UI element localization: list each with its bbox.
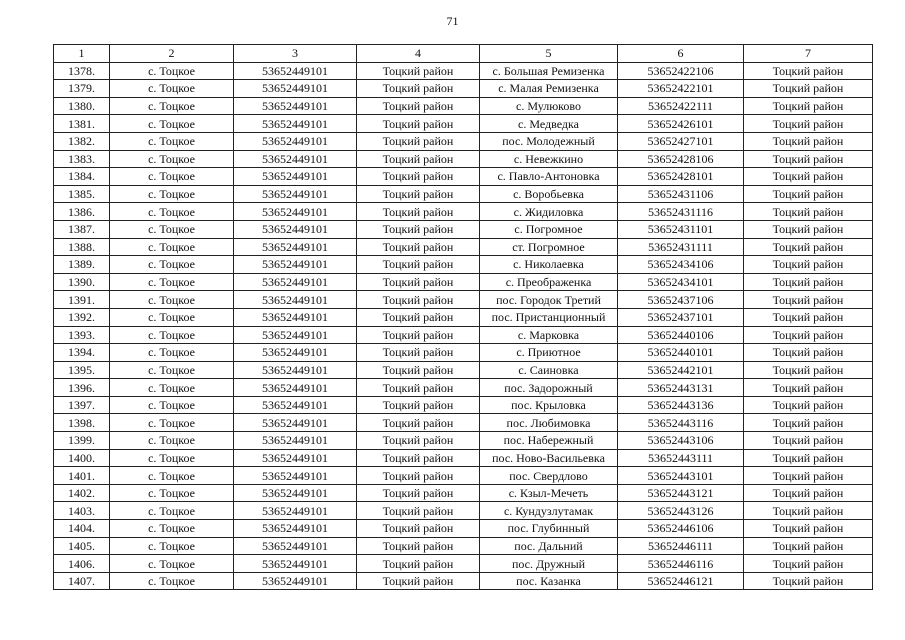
- origin-settlement-cell: с. Тоцкое: [110, 256, 234, 274]
- origin-oktmo-code-cell: 53652449101: [234, 115, 357, 133]
- destination-settlement-cell: с. Погромное: [480, 220, 618, 238]
- destination-oktmo-code-cell: 53652446106: [618, 520, 744, 538]
- row-number-cell: 1391.: [54, 291, 110, 309]
- destination-settlement-cell: с. Кундузлутамак: [480, 502, 618, 520]
- destination-oktmo-code-cell: 53652431101: [618, 220, 744, 238]
- destination-district-cell: Тоцкий район: [744, 256, 873, 274]
- table-row: [54, 203, 873, 221]
- row-number-cell: 1382.: [54, 132, 110, 150]
- origin-oktmo-code-cell: 53652449101: [234, 537, 357, 555]
- destination-settlement-cell: пос. Молодежный: [480, 132, 618, 150]
- destination-settlement-cell: пос. Любимовка: [480, 414, 618, 432]
- table-row: [54, 168, 873, 186]
- origin-settlement-cell: с. Тоцкое: [110, 185, 234, 203]
- header-row: [54, 45, 873, 63]
- destination-settlement-cell: с. Малая Ремизенка: [480, 80, 618, 98]
- origin-oktmo-code-cell: 53652449101: [234, 150, 357, 168]
- row-number-cell: 1397.: [54, 396, 110, 414]
- origin-oktmo-code-cell: 53652449101: [234, 80, 357, 98]
- table-row: [54, 467, 873, 485]
- origin-oktmo-code-cell: 53652449101: [234, 62, 357, 80]
- origin-district-cell: Тоцкий район: [357, 238, 480, 256]
- origin-district-cell: Тоцкий район: [357, 361, 480, 379]
- origin-district-cell: Тоцкий район: [357, 115, 480, 133]
- origin-district-cell: Тоцкий район: [357, 379, 480, 397]
- destination-oktmo-code-cell: 53652431111: [618, 238, 744, 256]
- destination-settlement-cell: пос. Задорожный: [480, 379, 618, 397]
- destination-district-cell: Тоцкий район: [744, 97, 873, 115]
- origin-district-cell: Тоцкий район: [357, 273, 480, 291]
- destination-oktmo-code-cell: 53652443106: [618, 432, 744, 450]
- column-header: 5: [480, 45, 618, 63]
- origin-oktmo-code-cell: 53652449101: [234, 203, 357, 221]
- origin-settlement-cell: с. Тоцкое: [110, 97, 234, 115]
- destination-district-cell: Тоцкий район: [744, 449, 873, 467]
- row-number-cell: 1403.: [54, 502, 110, 520]
- origin-oktmo-code-cell: 53652449101: [234, 97, 357, 115]
- row-number-cell: 1395.: [54, 361, 110, 379]
- destination-settlement-cell: с. Саиновка: [480, 361, 618, 379]
- origin-settlement-cell: с. Тоцкое: [110, 502, 234, 520]
- table-row: [54, 449, 873, 467]
- destination-settlement-cell: с. Марковка: [480, 326, 618, 344]
- row-number-cell: 1380.: [54, 97, 110, 115]
- origin-district-cell: Тоцкий район: [357, 185, 480, 203]
- origin-district-cell: Тоцкий район: [357, 432, 480, 450]
- column-header: 4: [357, 45, 480, 63]
- destination-settlement-cell: пос. Казанка: [480, 572, 618, 590]
- table-row: [54, 115, 873, 133]
- origin-settlement-cell: с. Тоцкое: [110, 414, 234, 432]
- origin-settlement-cell: с. Тоцкое: [110, 203, 234, 221]
- destination-oktmo-code-cell: 53652427101: [618, 132, 744, 150]
- table-row: [54, 132, 873, 150]
- destination-district-cell: Тоцкий район: [744, 220, 873, 238]
- destination-settlement-cell: с. Приютное: [480, 344, 618, 362]
- origin-settlement-cell: с. Тоцкое: [110, 115, 234, 133]
- origin-settlement-cell: с. Тоцкое: [110, 379, 234, 397]
- column-header: 3: [234, 45, 357, 63]
- destination-district-cell: Тоцкий район: [744, 502, 873, 520]
- table-row: [54, 344, 873, 362]
- destination-district-cell: Тоцкий район: [744, 80, 873, 98]
- origin-oktmo-code-cell: 53652449101: [234, 432, 357, 450]
- origin-district-cell: Тоцкий район: [357, 291, 480, 309]
- row-number-cell: 1379.: [54, 80, 110, 98]
- table-row: [54, 150, 873, 168]
- destination-settlement-cell: пос. Набережный: [480, 432, 618, 450]
- origin-district-cell: Тоцкий район: [357, 203, 480, 221]
- origin-oktmo-code-cell: 53652449101: [234, 308, 357, 326]
- destination-oktmo-code-cell: 53652446111: [618, 537, 744, 555]
- destination-district-cell: Тоцкий район: [744, 396, 873, 414]
- origin-oktmo-code-cell: 53652449101: [234, 396, 357, 414]
- destination-oktmo-code-cell: 53652428106: [618, 150, 744, 168]
- destination-settlement-cell: с. Невежкино: [480, 150, 618, 168]
- row-number-cell: 1407.: [54, 572, 110, 590]
- row-number-cell: 1378.: [54, 62, 110, 80]
- origin-settlement-cell: с. Тоцкое: [110, 396, 234, 414]
- destination-district-cell: Тоцкий район: [744, 203, 873, 221]
- row-number-cell: 1399.: [54, 432, 110, 450]
- origin-settlement-cell: с. Тоцкое: [110, 80, 234, 98]
- destination-oktmo-code-cell: 53652434106: [618, 256, 744, 274]
- origin-oktmo-code-cell: 53652449101: [234, 168, 357, 186]
- destination-district-cell: Тоцкий район: [744, 520, 873, 538]
- settlements-table: [53, 44, 873, 590]
- page-number: 71: [446, 14, 459, 28]
- row-number-cell: 1396.: [54, 379, 110, 397]
- table-row: [54, 572, 873, 590]
- origin-oktmo-code-cell: 53652449101: [234, 449, 357, 467]
- origin-district-cell: Тоцкий район: [357, 150, 480, 168]
- row-number-cell: 1389.: [54, 256, 110, 274]
- destination-settlement-cell: пос. Свердлово: [480, 467, 618, 485]
- destination-district-cell: Тоцкий район: [744, 115, 873, 133]
- origin-oktmo-code-cell: 53652449101: [234, 555, 357, 573]
- destination-settlement-cell: пос. Пристанционный: [480, 308, 618, 326]
- table-row: [54, 502, 873, 520]
- table-row: [54, 238, 873, 256]
- origin-settlement-cell: с. Тоцкое: [110, 220, 234, 238]
- destination-settlement-cell: пос. Глубинный: [480, 520, 618, 538]
- origin-district-cell: Тоцкий район: [357, 220, 480, 238]
- row-number-cell: 1388.: [54, 238, 110, 256]
- destination-district-cell: Тоцкий район: [744, 572, 873, 590]
- destination-oktmo-code-cell: 53652446121: [618, 572, 744, 590]
- destination-settlement-cell: пос. Городок Третий: [480, 291, 618, 309]
- table-body: [54, 62, 873, 590]
- destination-settlement-cell: с. Кзыл-Мечеть: [480, 484, 618, 502]
- origin-settlement-cell: с. Тоцкое: [110, 168, 234, 186]
- origin-oktmo-code-cell: 53652449101: [234, 291, 357, 309]
- destination-district-cell: Тоцкий район: [744, 361, 873, 379]
- origin-district-cell: Тоцкий район: [357, 62, 480, 80]
- destination-settlement-cell: с. Жидиловка: [480, 203, 618, 221]
- origin-district-cell: Тоцкий район: [357, 168, 480, 186]
- row-number-cell: 1383.: [54, 150, 110, 168]
- destination-district-cell: Тоцкий район: [744, 326, 873, 344]
- destination-settlement-cell: с. Большая Ремизенка: [480, 62, 618, 80]
- destination-district-cell: Тоцкий район: [744, 132, 873, 150]
- table-row: [54, 361, 873, 379]
- row-number-cell: 1393.: [54, 326, 110, 344]
- table-row: [54, 80, 873, 98]
- origin-district-cell: Тоцкий район: [357, 344, 480, 362]
- table-row: [54, 555, 873, 573]
- origin-oktmo-code-cell: 53652449101: [234, 484, 357, 502]
- origin-settlement-cell: с. Тоцкое: [110, 484, 234, 502]
- origin-oktmo-code-cell: 53652449101: [234, 344, 357, 362]
- origin-settlement-cell: с. Тоцкое: [110, 150, 234, 168]
- destination-oktmo-code-cell: 53652434101: [618, 273, 744, 291]
- origin-settlement-cell: с. Тоцкое: [110, 555, 234, 573]
- destination-settlement-cell: пос. Крыловка: [480, 396, 618, 414]
- table-row: [54, 396, 873, 414]
- table-row: [54, 291, 873, 309]
- origin-settlement-cell: с. Тоцкое: [110, 344, 234, 362]
- destination-oktmo-code-cell: 53652443136: [618, 396, 744, 414]
- origin-settlement-cell: с. Тоцкое: [110, 273, 234, 291]
- origin-oktmo-code-cell: 53652449101: [234, 132, 357, 150]
- origin-district-cell: Тоцкий район: [357, 537, 480, 555]
- origin-settlement-cell: с. Тоцкое: [110, 308, 234, 326]
- table-row: [54, 520, 873, 538]
- origin-settlement-cell: с. Тоцкое: [110, 467, 234, 485]
- destination-district-cell: Тоцкий район: [744, 62, 873, 80]
- destination-district-cell: Тоцкий район: [744, 432, 873, 450]
- table-row: [54, 326, 873, 344]
- destination-oktmo-code-cell: 53652446116: [618, 555, 744, 573]
- row-number-cell: 1392.: [54, 308, 110, 326]
- column-header: 7: [744, 45, 873, 63]
- destination-settlement-cell: пос. Ново-Васильевка: [480, 449, 618, 467]
- destination-district-cell: Тоцкий район: [744, 291, 873, 309]
- destination-oktmo-code-cell: 53652443116: [618, 414, 744, 432]
- row-number-cell: 1385.: [54, 185, 110, 203]
- origin-oktmo-code-cell: 53652449101: [234, 238, 357, 256]
- origin-oktmo-code-cell: 53652449101: [234, 414, 357, 432]
- row-number-cell: 1381.: [54, 115, 110, 133]
- origin-district-cell: Тоцкий район: [357, 97, 480, 115]
- row-number-cell: 1406.: [54, 555, 110, 573]
- origin-district-cell: Тоцкий район: [357, 502, 480, 520]
- row-number-cell: 1402.: [54, 484, 110, 502]
- table-row: [54, 308, 873, 326]
- table-row: [54, 256, 873, 274]
- destination-oktmo-code-cell: 53652443126: [618, 502, 744, 520]
- destination-district-cell: Тоцкий район: [744, 379, 873, 397]
- row-number-cell: 1394.: [54, 344, 110, 362]
- origin-settlement-cell: с. Тоцкое: [110, 572, 234, 590]
- destination-district-cell: Тоцкий район: [744, 555, 873, 573]
- destination-oktmo-code-cell: 53652431106: [618, 185, 744, 203]
- table-row: [54, 537, 873, 555]
- row-number-cell: 1390.: [54, 273, 110, 291]
- origin-oktmo-code-cell: 53652449101: [234, 185, 357, 203]
- row-number-cell: 1398.: [54, 414, 110, 432]
- destination-oktmo-code-cell: 53652422106: [618, 62, 744, 80]
- destination-oktmo-code-cell: 53652426101: [618, 115, 744, 133]
- origin-oktmo-code-cell: 53652449101: [234, 467, 357, 485]
- origin-oktmo-code-cell: 53652449101: [234, 326, 357, 344]
- table-row: [54, 379, 873, 397]
- row-number-cell: 1386.: [54, 203, 110, 221]
- table-row: [54, 220, 873, 238]
- origin-district-cell: Тоцкий район: [357, 396, 480, 414]
- origin-settlement-cell: с. Тоцкое: [110, 238, 234, 256]
- table-row: [54, 185, 873, 203]
- destination-settlement-cell: с. Павло-Антоновка: [480, 168, 618, 186]
- destination-district-cell: Тоцкий район: [744, 467, 873, 485]
- destination-district-cell: Тоцкий район: [744, 273, 873, 291]
- destination-district-cell: Тоцкий район: [744, 308, 873, 326]
- origin-district-cell: Тоцкий район: [357, 555, 480, 573]
- origin-district-cell: Тоцкий район: [357, 572, 480, 590]
- origin-district-cell: Тоцкий район: [357, 467, 480, 485]
- row-number-cell: 1384.: [54, 168, 110, 186]
- row-number-cell: 1405.: [54, 537, 110, 555]
- destination-settlement-cell: с. Преображенка: [480, 273, 618, 291]
- origin-oktmo-code-cell: 53652449101: [234, 520, 357, 538]
- origin-district-cell: Тоцкий район: [357, 414, 480, 432]
- destination-oktmo-code-cell: 53652422101: [618, 80, 744, 98]
- table-row: [54, 432, 873, 450]
- destination-district-cell: Тоцкий район: [744, 150, 873, 168]
- destination-settlement-cell: с. Воробьевка: [480, 185, 618, 203]
- table-row: [54, 414, 873, 432]
- destination-oktmo-code-cell: 53652437101: [618, 308, 744, 326]
- origin-oktmo-code-cell: 53652449101: [234, 220, 357, 238]
- origin-settlement-cell: с. Тоцкое: [110, 62, 234, 80]
- row-number-cell: 1400.: [54, 449, 110, 467]
- destination-settlement-cell: ст. Погромное: [480, 238, 618, 256]
- destination-settlement-cell: пос. Дальний: [480, 537, 618, 555]
- table-row: [54, 62, 873, 80]
- destination-oktmo-code-cell: 53652422111: [618, 97, 744, 115]
- destination-district-cell: Тоцкий район: [744, 168, 873, 186]
- destination-oktmo-code-cell: 53652437106: [618, 291, 744, 309]
- destination-oktmo-code-cell: 53652443101: [618, 467, 744, 485]
- origin-settlement-cell: с. Тоцкое: [110, 291, 234, 309]
- origin-oktmo-code-cell: 53652449101: [234, 379, 357, 397]
- origin-oktmo-code-cell: 53652449101: [234, 273, 357, 291]
- table-row: [54, 273, 873, 291]
- origin-district-cell: Тоцкий район: [357, 326, 480, 344]
- origin-oktmo-code-cell: 53652449101: [234, 256, 357, 274]
- column-header: 1: [54, 45, 110, 63]
- destination-settlement-cell: с. Медведка: [480, 115, 618, 133]
- destination-oktmo-code-cell: 53652443121: [618, 484, 744, 502]
- destination-district-cell: Тоцкий район: [744, 537, 873, 555]
- origin-district-cell: Тоцкий район: [357, 484, 480, 502]
- origin-oktmo-code-cell: 53652449101: [234, 502, 357, 520]
- origin-district-cell: Тоцкий район: [357, 132, 480, 150]
- destination-oktmo-code-cell: 53652443131: [618, 379, 744, 397]
- destination-oktmo-code-cell: 53652440101: [618, 344, 744, 362]
- destination-settlement-cell: с. Мулюково: [480, 97, 618, 115]
- origin-settlement-cell: с. Тоцкое: [110, 326, 234, 344]
- origin-oktmo-code-cell: 53652449101: [234, 361, 357, 379]
- origin-district-cell: Тоцкий район: [357, 520, 480, 538]
- row-number-cell: 1401.: [54, 467, 110, 485]
- destination-district-cell: Тоцкий район: [744, 185, 873, 203]
- origin-settlement-cell: с. Тоцкое: [110, 449, 234, 467]
- destination-settlement-cell: пос. Дружный: [480, 555, 618, 573]
- origin-district-cell: Тоцкий район: [357, 308, 480, 326]
- origin-settlement-cell: с. Тоцкое: [110, 520, 234, 538]
- destination-oktmo-code-cell: 53652440106: [618, 326, 744, 344]
- column-header: 6: [618, 45, 744, 63]
- destination-district-cell: Тоцкий район: [744, 344, 873, 362]
- row-number-cell: 1404.: [54, 520, 110, 538]
- destination-oktmo-code-cell: 53652428101: [618, 168, 744, 186]
- origin-settlement-cell: с. Тоцкое: [110, 132, 234, 150]
- row-number-cell: 1387.: [54, 220, 110, 238]
- origin-district-cell: Тоцкий район: [357, 80, 480, 98]
- origin-district-cell: Тоцкий район: [357, 256, 480, 274]
- table-row: [54, 484, 873, 502]
- destination-oktmo-code-cell: 53652431116: [618, 203, 744, 221]
- destination-district-cell: Тоцкий район: [744, 238, 873, 256]
- origin-settlement-cell: с. Тоцкое: [110, 432, 234, 450]
- table-row: [54, 97, 873, 115]
- destination-district-cell: Тоцкий район: [744, 414, 873, 432]
- origin-settlement-cell: с. Тоцкое: [110, 537, 234, 555]
- column-header: 2: [110, 45, 234, 63]
- destination-settlement-cell: с. Николаевка: [480, 256, 618, 274]
- origin-oktmo-code-cell: 53652449101: [234, 572, 357, 590]
- origin-settlement-cell: с. Тоцкое: [110, 361, 234, 379]
- destination-oktmo-code-cell: 53652442101: [618, 361, 744, 379]
- origin-district-cell: Тоцкий район: [357, 449, 480, 467]
- destination-oktmo-code-cell: 53652443111: [618, 449, 744, 467]
- destination-district-cell: Тоцкий район: [744, 484, 873, 502]
